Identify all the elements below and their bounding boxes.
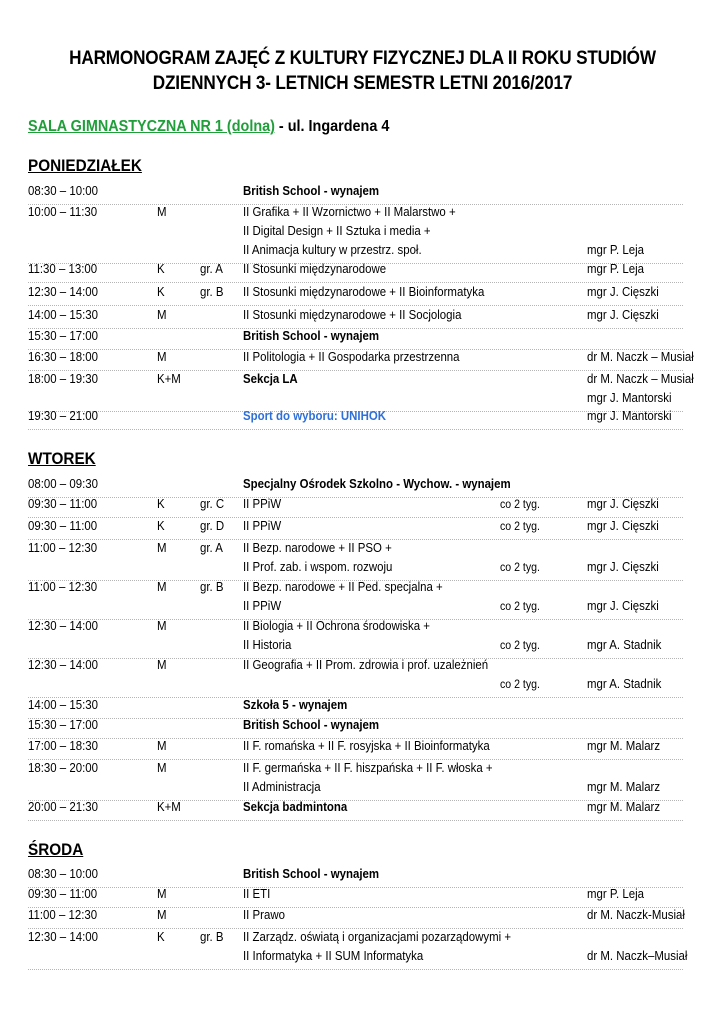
venue-name: SALA GIMNASTYCZNA NR 1 (dolna) xyxy=(28,118,275,135)
schedule-row xyxy=(28,284,683,306)
type-cell xyxy=(157,907,168,922)
type-cell xyxy=(157,349,168,364)
schedule-row xyxy=(28,540,683,581)
type-cell xyxy=(157,204,168,219)
instructor-line xyxy=(587,496,669,511)
time-cell-text: 12:30 – 14:00 xyxy=(28,657,98,672)
instructor-text: mgr J. Cięszki xyxy=(587,307,659,322)
time-cell xyxy=(28,907,107,922)
schedule-row xyxy=(28,328,683,350)
group-cell xyxy=(200,579,227,594)
description-text: II Bezp. narodowe + II Ped. specjalna + xyxy=(243,579,443,594)
description-text: II Bezp. narodowe + II PSO + xyxy=(243,540,392,555)
type-cell xyxy=(157,371,184,386)
time-cell-text: 14:00 – 15:30 xyxy=(28,697,98,712)
time-cell-text: 20:00 – 21:30 xyxy=(28,799,98,814)
group-cell-text: gr. A xyxy=(200,540,223,555)
instructor-line xyxy=(587,349,708,364)
type-cell xyxy=(157,579,168,594)
group-cell-text: gr. D xyxy=(200,518,225,533)
schedule-row xyxy=(28,476,683,498)
instructor-line xyxy=(587,799,670,814)
description-line xyxy=(243,223,456,238)
type-cell xyxy=(157,618,168,633)
time-cell-text: 15:30 – 17:00 xyxy=(28,328,98,343)
frequency-cell-text: co 2 tyg. xyxy=(500,599,540,613)
time-cell-text: 17:00 – 18:30 xyxy=(28,738,98,753)
instructor-text: dr M. Naczk–Musiał xyxy=(587,948,688,963)
instructor-text: mgr P. Leja xyxy=(587,261,645,276)
schedule-row xyxy=(28,799,683,821)
time-cell xyxy=(28,408,108,423)
instructor-text: mgr J. Cięszki xyxy=(587,559,659,574)
type-cell-text: M xyxy=(157,907,167,922)
group-cell-text: gr. B xyxy=(200,284,224,299)
description-text: II Prawo xyxy=(243,907,285,922)
time-cell-text: 11:00 – 12:30 xyxy=(28,907,98,922)
type-cell-text: K+M xyxy=(157,799,181,814)
description-line xyxy=(243,799,361,814)
type-cell-text: M xyxy=(157,618,167,633)
description-text: British School - wynajem xyxy=(243,717,380,732)
description-text: Specjalny Ośrodek Szkolno - Wychow. - wynajem xyxy=(243,476,511,491)
venue-address: ul. Ingardena 4 xyxy=(287,118,390,135)
type-cell-text: K xyxy=(157,261,165,276)
frequency-cell-text: co 2 tyg. xyxy=(500,497,540,511)
time-cell xyxy=(28,540,107,555)
group-cell-text: gr. B xyxy=(200,579,224,594)
description-line xyxy=(243,738,523,753)
description-text: British School - wynajem xyxy=(243,866,380,881)
venue-separator: - xyxy=(274,118,288,135)
description-line xyxy=(243,697,362,712)
time-cell-text: 08:30 – 10:00 xyxy=(28,866,98,881)
time-cell xyxy=(28,476,108,491)
group-cell xyxy=(200,284,227,299)
group-cell xyxy=(200,518,227,533)
group-cell-text: gr. B xyxy=(200,929,224,944)
description-text: II Animacja kultury w przestrz. społ. xyxy=(243,242,422,257)
day-heading: WTOREK xyxy=(28,449,96,468)
schedule-row xyxy=(28,866,683,888)
description-line xyxy=(243,760,527,775)
schedule-row xyxy=(28,579,683,620)
time-cell xyxy=(28,697,108,712)
type-cell-text: M xyxy=(157,657,167,672)
type-cell xyxy=(157,261,166,276)
time-cell xyxy=(28,717,108,732)
time-cell xyxy=(28,760,108,775)
description-text: British School - wynajem xyxy=(243,183,380,198)
time-cell xyxy=(28,866,108,881)
type-cell-text: M xyxy=(157,540,167,555)
group-cell xyxy=(200,496,227,511)
instructor-line xyxy=(587,242,652,257)
schedule-row xyxy=(28,408,683,430)
type-cell-text: M xyxy=(157,738,167,753)
time-cell xyxy=(28,496,107,511)
type-cell-text: K+M xyxy=(157,371,181,386)
time-cell xyxy=(28,284,108,299)
day-heading: PONIEDZIAŁEK xyxy=(28,156,142,175)
description-text: II Zarządz. oświatą i organizacjami pozarządowymi + xyxy=(243,929,512,944)
instructor-text: mgr J. Cięszki xyxy=(587,598,659,613)
instructor-text: mgr A. Stadnik xyxy=(587,676,662,691)
instructor-line xyxy=(587,637,672,652)
description-text: II Biologia + II Ochrona środowiska + xyxy=(243,618,430,633)
type-cell xyxy=(157,284,166,299)
description-line xyxy=(243,866,398,881)
instructor-line xyxy=(587,598,669,613)
description-line xyxy=(243,496,286,511)
description-line xyxy=(243,657,522,672)
time-cell-text: 14:00 – 15:30 xyxy=(28,307,98,322)
schedule-row xyxy=(28,261,683,283)
instructor-text: mgr J. Mantorski xyxy=(587,408,672,423)
type-cell-text: M xyxy=(157,886,167,901)
instructor-text: mgr P. Leja xyxy=(587,886,645,901)
frequency-cell-text: co 2 tyg. xyxy=(500,519,540,533)
group-cell-text: gr. C xyxy=(200,496,225,511)
type-cell xyxy=(157,799,184,814)
type-cell-text: M xyxy=(157,307,167,322)
description-line xyxy=(243,598,286,613)
instructor-text: mgr P. Leja xyxy=(587,242,645,257)
description-text: II Grafika + II Wzornictwo + II Malarstwo + xyxy=(243,204,456,219)
instructor-text: dr M. Naczk – Musiał xyxy=(587,371,694,386)
instructor-line xyxy=(587,779,670,794)
time-cell-text: 10:00 – 11:30 xyxy=(28,204,98,219)
instructor-line xyxy=(587,676,672,691)
frequency-cell xyxy=(500,676,545,691)
description-line xyxy=(243,371,305,386)
frequency-cell xyxy=(500,637,545,652)
type-cell-text: K xyxy=(157,496,165,511)
description-line xyxy=(243,929,548,944)
time-cell-text: 15:30 – 17:00 xyxy=(28,717,98,732)
schedule-row xyxy=(28,738,683,760)
instructor-line xyxy=(587,284,669,299)
time-cell xyxy=(28,183,108,198)
time-cell xyxy=(28,307,108,322)
type-cell xyxy=(157,496,166,511)
instructor-text: dr M. Naczk – Musiał xyxy=(587,349,694,364)
instructor-line xyxy=(587,390,683,405)
description-line xyxy=(243,779,331,794)
schedule-row xyxy=(28,657,683,698)
description-line xyxy=(243,349,489,364)
schedule-row xyxy=(28,618,683,659)
time-cell-text: 11:30 – 13:00 xyxy=(28,261,98,276)
description-line xyxy=(243,183,398,198)
instructor-text: mgr M. Malarz xyxy=(587,779,661,794)
time-cell-text: 18:30 – 20:00 xyxy=(28,760,98,775)
frequency-cell xyxy=(500,598,545,613)
description-text: II Historia xyxy=(243,637,292,652)
type-cell-text: K xyxy=(157,929,165,944)
frequency-cell xyxy=(500,518,545,533)
time-cell-text: 08:00 – 09:30 xyxy=(28,476,98,491)
frequency-cell xyxy=(500,559,545,574)
description-line xyxy=(243,408,406,423)
time-cell xyxy=(28,886,107,901)
time-cell xyxy=(28,799,108,814)
time-cell-text: 19:30 – 21:00 xyxy=(28,408,98,423)
group-cell xyxy=(200,261,226,276)
instructor-line xyxy=(587,738,670,753)
description-line xyxy=(243,284,517,299)
instructor-line xyxy=(587,886,652,901)
schedule-row xyxy=(28,371,694,412)
time-cell xyxy=(28,518,107,533)
instructor-line xyxy=(587,948,701,963)
description-line xyxy=(243,637,298,652)
description-line xyxy=(243,559,413,574)
time-cell xyxy=(28,328,108,343)
frequency-cell-text: co 2 tyg. xyxy=(500,677,540,691)
schedule-row xyxy=(28,760,683,801)
type-cell-text: M xyxy=(157,349,167,364)
time-cell xyxy=(28,349,108,364)
document-title-line-2: DZIENNYCH 3- LETNICH SEMESTR LETNI 2016/2017 xyxy=(152,72,573,94)
description-text: II Politologia + II Gospodarka przestrzenna xyxy=(243,349,460,364)
description-text: Szkoła 5 - wynajem xyxy=(243,697,348,712)
day-heading: ŚRODA xyxy=(28,840,84,859)
description-line xyxy=(243,886,274,901)
type-cell-text: M xyxy=(157,760,167,775)
group-cell-text: gr. A xyxy=(200,261,223,276)
type-cell-text: K xyxy=(157,284,165,299)
instructor-text: mgr A. Stadnik xyxy=(587,637,662,652)
description-text: II Prof. zab. i wspom. rozwoju xyxy=(243,559,393,574)
time-cell xyxy=(28,579,107,594)
schedule-row xyxy=(28,929,688,970)
description-text: Sport do wyboru: UNIHOK xyxy=(243,408,386,423)
description-line xyxy=(243,307,491,322)
description-text: II Stosunki międzynarodowe + II Bioinformatyka xyxy=(243,284,485,299)
instructor-line xyxy=(587,907,698,922)
time-cell-text: 09:30 – 11:00 xyxy=(28,518,98,533)
description-text: Sekcja LA xyxy=(243,371,298,386)
group-cell xyxy=(200,929,227,944)
schedule-row xyxy=(28,907,683,929)
schedule-row xyxy=(28,717,683,739)
instructor-line xyxy=(587,408,683,423)
time-cell xyxy=(28,204,107,219)
type-cell-text: K xyxy=(157,518,165,533)
description-text: II Informatyka + II SUM Informatyka xyxy=(243,948,424,963)
description-line xyxy=(243,907,291,922)
instructor-text: mgr J. Cięszki xyxy=(587,496,659,511)
type-cell xyxy=(157,886,168,901)
description-text: II PPiW xyxy=(243,518,282,533)
frequency-cell-text: co 2 tyg. xyxy=(500,560,540,574)
instructor-line xyxy=(587,518,669,533)
time-cell-text: 09:30 – 11:00 xyxy=(28,496,98,511)
description-line xyxy=(243,518,286,533)
instructor-line xyxy=(587,261,652,276)
type-cell xyxy=(157,657,168,672)
instructor-line xyxy=(587,559,669,574)
time-cell-text: 11:00 – 12:30 xyxy=(28,579,98,594)
instructor-text: dr M. Naczk-Musiał xyxy=(587,907,685,922)
venue-line xyxy=(28,118,389,136)
description-line xyxy=(243,328,398,343)
description-text: II Stosunki międzynarodowe + II Socjologia xyxy=(243,307,462,322)
description-text: II ETI xyxy=(243,886,271,901)
time-cell-text: 18:00 – 19:30 xyxy=(28,371,98,386)
instructor-line xyxy=(587,371,708,386)
description-line xyxy=(243,540,412,555)
description-text: Sekcja badmintona xyxy=(243,799,348,814)
description-line xyxy=(243,579,470,594)
description-line xyxy=(243,948,448,963)
type-cell xyxy=(157,760,168,775)
schedule-row xyxy=(28,886,683,908)
frequency-cell xyxy=(500,496,545,511)
type-cell xyxy=(157,518,166,533)
description-line xyxy=(243,261,406,276)
time-cell-text: 08:30 – 10:00 xyxy=(28,183,98,198)
time-cell xyxy=(28,738,108,753)
description-text: II PPiW xyxy=(243,598,282,613)
description-line xyxy=(243,618,455,633)
type-cell-text: M xyxy=(157,204,167,219)
schedule-row xyxy=(28,307,683,329)
time-cell-text: 16:30 – 18:00 xyxy=(28,349,98,364)
description-text: II Digital Design + II Sztuka i media + xyxy=(243,223,431,238)
description-text: II Geografia + II Prom. zdrowia i prof. uzależnień xyxy=(243,657,489,672)
type-cell-text: M xyxy=(157,579,167,594)
type-cell xyxy=(157,929,166,944)
description-line xyxy=(243,204,485,219)
description-text: II F. germańska + II F. hiszpańska + II F. włoska + xyxy=(243,760,493,775)
description-text: British School - wynajem xyxy=(243,328,380,343)
group-cell xyxy=(200,540,226,555)
instructor-text: mgr J. Cięszki xyxy=(587,284,659,299)
schedule-row xyxy=(28,697,683,719)
type-cell xyxy=(157,540,168,555)
instructor-text: mgr J. Cięszki xyxy=(587,518,659,533)
document-title-line-1: HARMONOGRAM ZAJĘĆ Z KULTURY FIZYCZNEJ DLA II ROKU STUDIÓW xyxy=(69,47,656,69)
schedule-row xyxy=(28,204,683,264)
instructor-line xyxy=(587,307,669,322)
time-cell xyxy=(28,618,108,633)
type-cell xyxy=(157,738,168,753)
schedule-row xyxy=(28,183,683,205)
time-cell-text: 12:30 – 14:00 xyxy=(28,618,98,633)
time-cell xyxy=(28,929,108,944)
time-cell xyxy=(28,261,107,276)
frequency-cell-text: co 2 tyg. xyxy=(500,638,540,652)
description-line xyxy=(243,476,547,491)
time-cell xyxy=(28,657,108,672)
instructor-text: mgr M. Malarz xyxy=(587,738,661,753)
schedule-row xyxy=(28,349,694,371)
description-line xyxy=(243,717,398,732)
time-cell-text: 12:30 – 14:00 xyxy=(28,929,98,944)
time-cell-text: 12:30 – 14:00 xyxy=(28,284,98,299)
description-text: II Administracja xyxy=(243,779,321,794)
description-text: II F. romańska + II F. rosyjska + II Bioinformatyka xyxy=(243,738,490,753)
description-line xyxy=(243,242,446,257)
time-cell-text: 09:30 – 11:00 xyxy=(28,886,98,901)
time-cell xyxy=(28,371,108,386)
type-cell xyxy=(157,307,168,322)
time-cell-text: 11:00 – 12:30 xyxy=(28,540,98,555)
instructor-text: mgr J. Mantorski xyxy=(587,390,672,405)
schedule-row xyxy=(28,518,683,540)
schedule-row xyxy=(28,496,683,518)
description-text: II Stosunki międzynarodowe xyxy=(243,261,387,276)
instructor-text: mgr M. Malarz xyxy=(587,799,661,814)
description-text: II PPiW xyxy=(243,496,282,511)
